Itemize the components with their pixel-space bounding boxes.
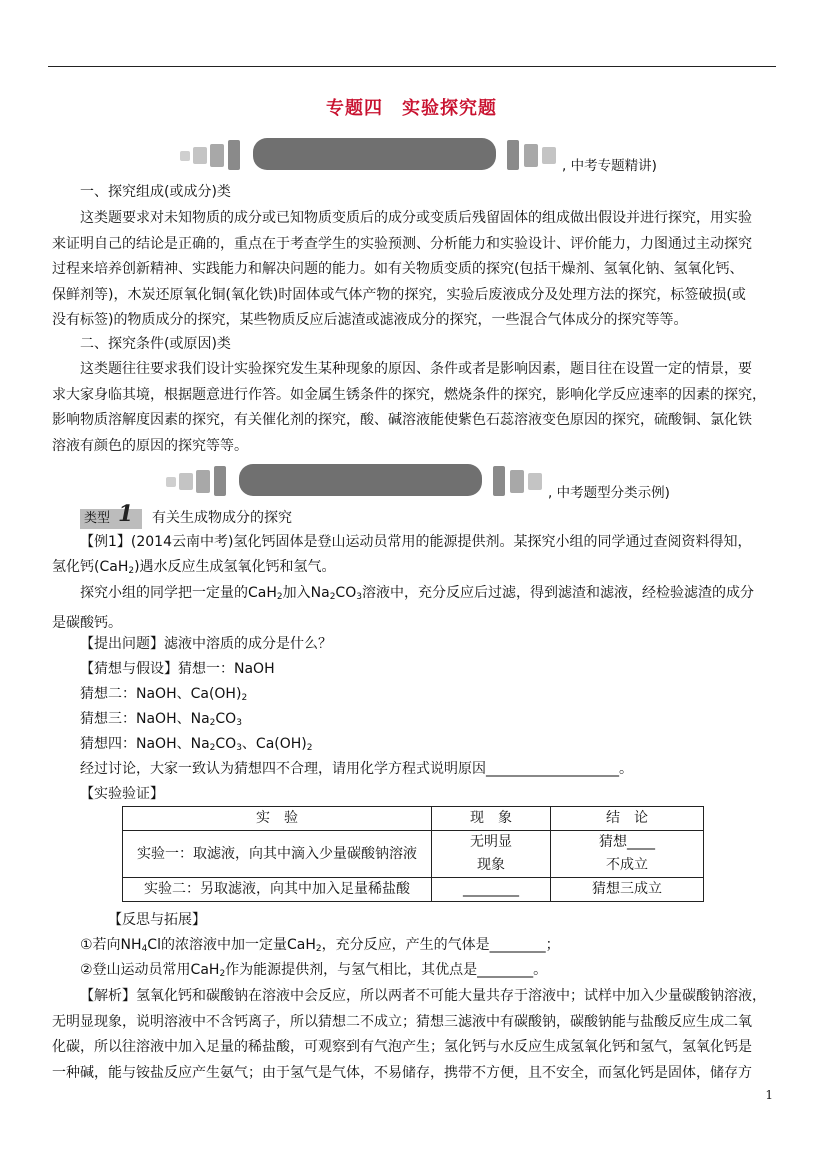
banner-caption: , 中考专题精讲) <box>562 158 657 174</box>
text-line: 保鲜剂等)，木炭还原氧化铜(氧化铁)时固体或气体产物的探究，实验后废液成分及处理方法的探究，标签破损(或 <box>52 286 746 303</box>
hypothesis-line: 猜想四：NaOH、$Na_2CO_3$、$Ca(OH)_2$ <box>80 736 313 753</box>
table-header: 现 象 <box>432 807 551 831</box>
text-line: 求大家身临其境，根据题意进行作答。如金属生锈条件的探究，燃烧条件的探究，影响化学反应速率的因素的探究， <box>52 386 766 403</box>
type-title: 有关生成物成分的探究 <box>152 510 292 526</box>
table-cell: 实验一：取滤液，向其中滴入少量碳酸钠溶液 <box>123 831 432 878</box>
type-badge-label: 类型 <box>84 511 111 526</box>
type-badge-number: 1 <box>118 501 134 527</box>
table-cell: 无明显 现象 <box>432 831 551 878</box>
text-line: 一种碱，能与铵盐反应产生氨气；由于氢气是气体，不易储存，携带不方便，且不安全，而氢化钙是固体，储存方 <box>52 1064 752 1081</box>
text-line: 溶液有颜色的原因的探究等等。 <box>52 437 248 454</box>
banner-caption: , 中考题型分类示例) <box>548 485 670 501</box>
text-line: 这类题往往要求我们设计实验探究发生某种现象的原因、条件或者是影响因素，题目往在设置一定的情景，要 <box>80 361 752 377</box>
table-cell: 猜想三成立 <box>551 878 704 902</box>
example-paragraph <box>52 581 774 636</box>
table-header: 结 论 <box>551 807 704 831</box>
discussion-line: 经过讨论，大家一致认为猜想四不合理，请用化学方程式说明原因___________________。 <box>80 761 633 777</box>
question-line: 【提出问题】滤液中溶质的成分是什么？ <box>80 636 332 652</box>
text-line: 氢化钙(CaH$_2$)遇水反应生成氢氧化钙和氢气。 <box>52 559 336 576</box>
reflect-line: ①若向$NH_4Cl$的浓溶液中加一定量CaH$_2$，充分反应，产生的气体是________； <box>80 937 560 954</box>
page-number: 1 <box>765 1088 773 1102</box>
text-line: 影响物质溶解度因素的探究，有关催化剂的探究，酸、碱溶液能使紫色石蕊溶液变色原因的探究，硫酸铜、氯化铁 <box>52 412 752 428</box>
section-banner-2 <box>166 462 726 502</box>
hypothesis-line: 猜想二：NaOH、$Ca(OH)_2$ <box>80 686 248 703</box>
text-line: 是碳酸钙。 <box>52 614 122 631</box>
text-line: 无明显现象，说明溶液中不含钙离子，所以猜想二不成立；猜想三滤液中有碳酸钠，碳酸钠能与盐酸反应生成二氧 <box>52 1013 752 1030</box>
reflect-heading: 【反思与拓展】 <box>108 912 206 928</box>
text-line: 这类题要求对未知物质的成分或已知物质变质后的成分或变质后残留固体的组成做出假设并进行探究，用实验 <box>80 210 752 226</box>
table-header-row <box>123 807 704 831</box>
section-heading: 二、探究条件(或原因)类 <box>80 336 231 352</box>
table-cell: ________ <box>432 878 551 902</box>
reflect-line: ②登山运动员常用CaH$_2$作为能源提供剂，与氢气相比，其优点是________。 <box>80 962 548 979</box>
section-heading: 一、探究组成(或成分)类 <box>80 184 231 200</box>
hypothesis-line: 【猜想与假设】猜想一：NaOH <box>80 661 275 677</box>
table-cell: 实验二：另取滤液，向其中加入足量稀盐酸 <box>123 878 432 902</box>
analysis-paragraph <box>52 984 774 1086</box>
paragraph <box>52 357 774 459</box>
table-row <box>123 878 704 902</box>
type-badge <box>80 501 142 529</box>
section-banner-1 <box>180 136 680 176</box>
header-rule <box>48 66 776 67</box>
text-line: 没有标签)的物质成分的探究，某些物质反应后滤渣或滤液成分的探究，一些混合气体成分的探究等等。 <box>52 312 688 328</box>
text-line: 化碳，所以往溶液中加入足量的稀盐酸，可观察到有气泡产生；氢化钙与水反应生成氢氧化钙和氢气，氢氧化钙是 <box>52 1039 752 1055</box>
verify-heading: 【实验验证】 <box>80 786 164 802</box>
paragraph <box>52 206 774 334</box>
table-header: 实 验 <box>123 807 432 831</box>
text-line: 【例1】(2014云南中考)氢化钙固体是登山运动员常用的能源提供剂。某探究小组的同学通过查阅资料得知， <box>80 534 752 550</box>
table-cell: 猜想____ 不成立 <box>551 831 704 878</box>
table-row <box>123 831 704 878</box>
example-paragraph <box>80 530 774 556</box>
text-line: 过程来培养创新精神、实践能力和解决问题的能力。如有关物质变质的探究(包括干燥剂、氢氧化钠、氢氧化钙、 <box>52 261 744 277</box>
text-line: 【解析】氢氧化钙和碳酸钠在溶液中会反应，所以两者不可能大量共存于溶液中；试样中加入少量碳酸钠溶液， <box>80 988 766 1004</box>
hypothesis-line: 猜想三：NaOH、$Na_2CO_3$ <box>80 711 242 728</box>
experiment-table <box>122 806 704 902</box>
text-line: 来证明自己的结论是正确的，重点在于考查学生的实验预测、分析能力和实验设计、评价能力，力图通过主动探究 <box>52 235 752 252</box>
page-title: 专题四 实验探究题 <box>326 98 497 119</box>
text-line: 探究小组的同学把一定量的CaH$_2$加入$Na_2CO_3$溶液中，充分反应后过滤，得到滤渣和滤液，经检验滤渣的成分 <box>80 585 754 602</box>
